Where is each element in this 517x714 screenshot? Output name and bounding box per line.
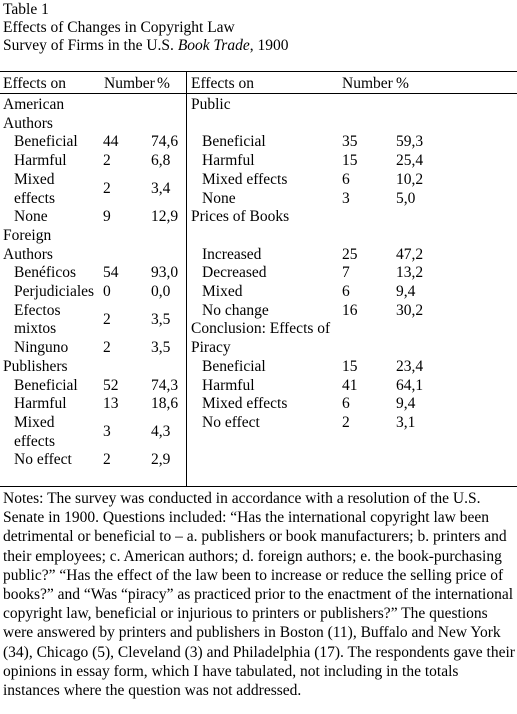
row-percent: 23,4 [396,357,424,375]
row-percent: 30,2 [396,301,424,319]
group-heading: Piracy [191,339,231,357]
row-number: 9 [103,208,111,226]
row-label: Mixed [202,283,243,300]
row-number: 15 [342,357,358,375]
row-label: Harmful [14,152,67,170]
row-label: Mixed effects [202,395,288,413]
row-label: Mixed [14,413,55,431]
row-label: Ninguno [14,339,69,357]
row-number: 2 [103,339,111,357]
row-label: Beneficial [14,376,78,394]
row-label: No change [202,301,269,319]
group-heading: Publishers [3,357,68,375]
row-label: Increased [202,245,262,263]
row-percent: 13,2 [396,264,424,282]
header-pct-right: % [396,75,409,92]
group-heading: Conclusion: Effects of [191,320,331,338]
row-number: 3 [103,423,111,441]
header-number-left: Number [104,75,155,92]
row-number: 6 [342,395,350,413]
row-percent: 3,4 [151,180,171,198]
row-label: Harmful [14,395,67,413]
row-percent: 2,9 [151,451,171,469]
table-title: Effects of Changes in Copyright Law [3,19,235,36]
row-number: 6 [342,283,350,300]
row-number: 2 [103,311,111,329]
row-number: 0 [103,283,111,300]
row-label: None [202,189,236,207]
row-number: 2 [103,451,111,469]
header-number-right: Number [342,75,393,92]
row-label: effects [14,432,56,450]
row-number: 2 [342,413,350,431]
row-label: Decreased [202,264,267,282]
row-number: 7 [342,264,350,282]
row-label: Beneficial [202,357,266,375]
row-number: 54 [103,264,119,282]
row-label: Perjudiciales [14,283,95,300]
row-number: 25 [342,245,358,263]
group-heading: Prices of Books [191,208,290,226]
table-notes: Notes: The survey was conducted in accordance with a resolution of the U.S. Senate in 1900. Questions included: “Has the international copyright law been detrimental or beneficial to – a. publishers or book manufacturers; b. printers and their employees; c. American authors; d. foreign authors; e. the book-purchasing public?” “Has the effect of the law been to increase or reduce the selling price of books?” and “Was “piracy” as practiced prior to the enactment of the international copyright law, beneficial or injurious to printers or publishers?” The questions were answered by printers and publishers in Boston (11), Buffalo and New York (34), Chicago (5), Cleveland (3) and Philadelphia (17). The respondents gave their opinions in essay form, which I have tabulated, not including in the totals instances where the question was not addressed. [3,490,515,700]
row-label: No effect [202,413,260,431]
row-label: Harmful [202,152,255,170]
row-number: 52 [103,376,119,394]
row-label: No effect [14,451,72,469]
row-label: Harmful [202,376,255,394]
row-label: Benéficos [14,264,76,282]
row-percent: 5,0 [396,189,416,207]
row-label: mixtos [14,320,57,338]
group-heading: Foreign [3,226,52,244]
row-percent: 4,3 [151,423,171,441]
row-label: Beneficial [202,133,266,151]
row-label: Mixed [14,170,55,188]
column-divider [186,71,187,487]
row-label: effects [14,189,56,207]
row-number: 13 [103,395,119,413]
row-percent: 59,3 [396,133,424,151]
row-percent: 74,3 [151,376,179,394]
table-label: Table 1 [3,1,49,18]
header-rule [0,93,517,94]
table-subtitle [3,37,288,55]
row-number: 41 [342,376,358,394]
header-effects-right: Effects on [191,75,254,92]
row-percent: 9,4 [396,283,416,300]
row-percent: 0,0 [151,283,171,300]
subtitle-pre: Survey of Firms in the U.S. [3,37,178,54]
row-percent: 3,5 [151,339,171,357]
group-heading: Authors [3,114,53,132]
header-effects-left: Effects on [3,75,66,92]
group-heading: American [3,96,65,113]
row-percent: 3,1 [396,413,416,431]
row-percent: 93,0 [151,264,179,282]
row-number: 35 [342,133,358,151]
row-percent: 18,6 [151,395,179,413]
group-heading: Authors [3,245,53,263]
row-label: Beneficial [14,133,78,151]
subtitle-italic: Book Trade [177,37,250,54]
row-percent: 47,2 [396,245,424,263]
row-number: 6 [342,170,350,188]
row-percent: 10,2 [396,170,424,188]
row-percent: 12,9 [151,208,179,226]
row-number: 15 [342,152,358,170]
row-number: 44 [103,133,119,151]
row-label: Efectos [14,301,61,319]
row-label: None [14,208,48,226]
row-number: 2 [103,180,111,198]
table-bottom-rule [0,486,517,487]
group-heading: Public [191,96,231,113]
row-percent: 64,1 [396,376,424,394]
row-label: Mixed effects [202,170,288,188]
row-percent: 6,8 [151,152,171,170]
row-number: 16 [342,301,358,319]
row-number: 2 [103,152,111,170]
row-percent: 74,6 [151,133,179,151]
row-number: 3 [342,189,350,207]
subtitle-post: , 1900 [249,37,289,54]
table-top-rule [0,71,517,72]
row-percent: 3,5 [151,311,171,329]
header-pct-left: % [157,75,170,92]
row-percent: 9,4 [396,395,416,413]
row-percent: 25,4 [396,152,424,170]
